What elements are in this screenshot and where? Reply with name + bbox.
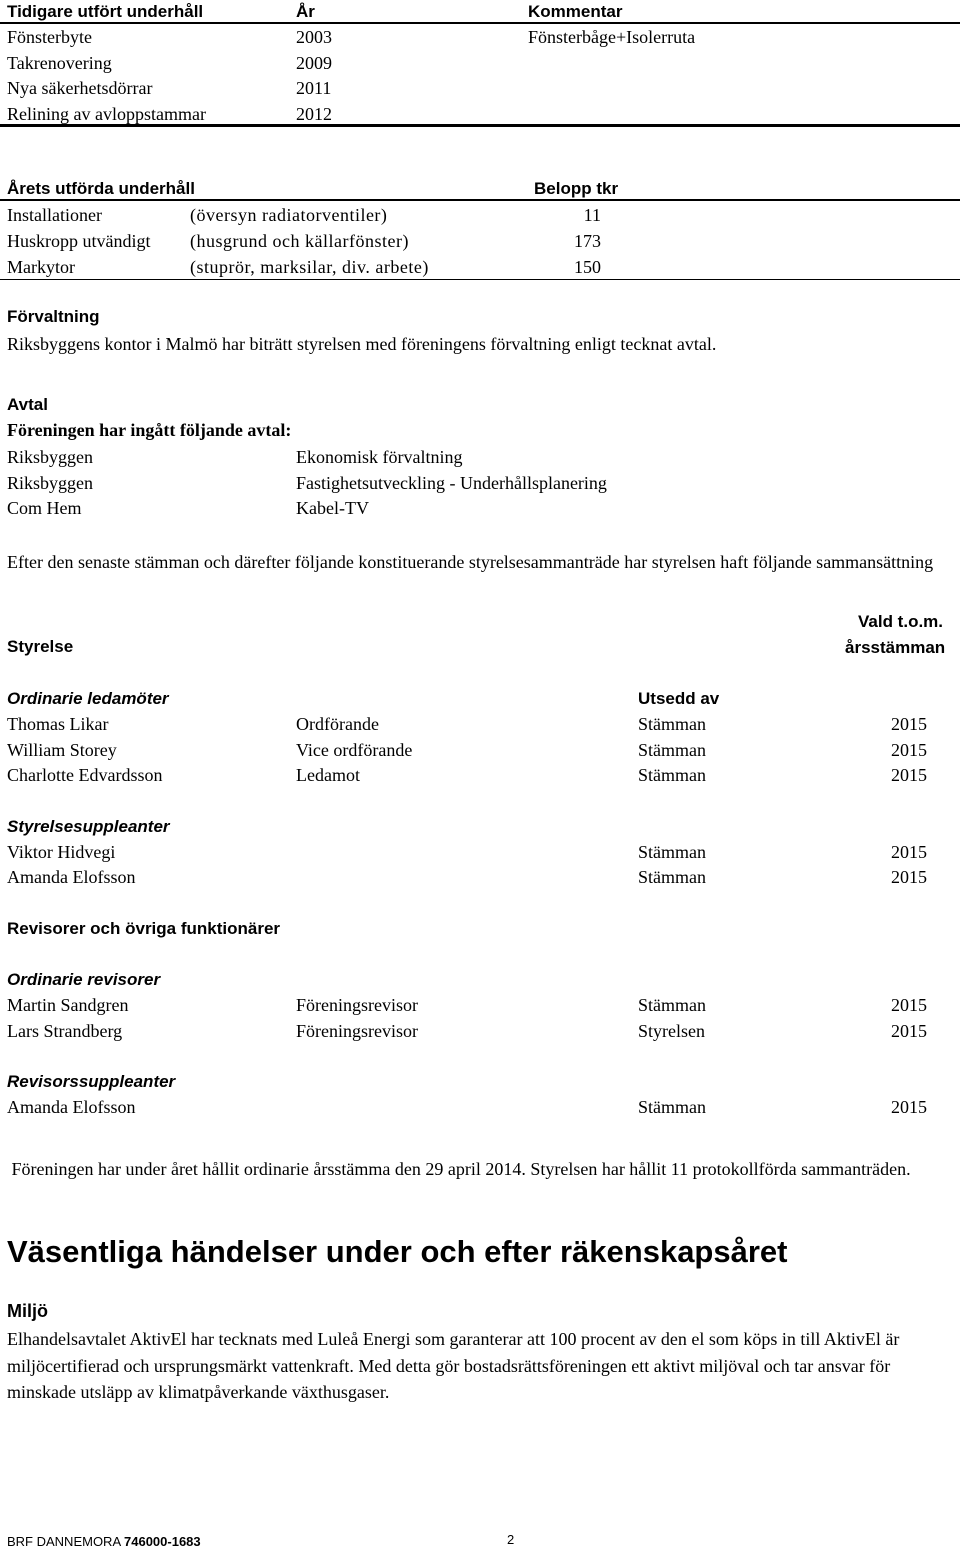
auditor-deputies-heading: Revisorssuppleanter <box>7 1072 176 1091</box>
member-name: Thomas Likar <box>7 714 109 734</box>
auditor-role: Föreningsrevisor <box>296 995 418 1015</box>
year-maintenance-header: Årets utförda underhåll <box>7 179 195 198</box>
year-header: År <box>296 2 315 21</box>
deputy-year: 2015 <box>891 842 927 862</box>
member-role: Vice ordförande <box>296 740 413 760</box>
table-row-year: 2012 <box>296 104 332 124</box>
appointed-by-header: Utsedd av <box>638 689 720 708</box>
member-appointed-by: Stämman <box>638 765 706 785</box>
member-year: 2015 <box>891 714 927 734</box>
table-row-amount: 150 <box>574 257 601 277</box>
auditors-heading: Revisorer och övriga funktionärer <box>7 919 281 938</box>
auditor-role: Föreningsrevisor <box>296 1021 418 1041</box>
footer-org <box>7 1535 201 1548</box>
auditor-appointed-by: Styrelsen <box>638 1021 705 1041</box>
table-row-label: Takrenovering <box>7 53 112 73</box>
table-row-label: Installationer <box>7 205 102 225</box>
auditor-year: 2015 <box>891 1021 927 1041</box>
auditor-name: Lars Strandberg <box>7 1021 123 1041</box>
member-year: 2015 <box>891 740 927 760</box>
agreement-subject: Fastighetsutveckling - Underhållsplanering <box>296 473 607 493</box>
member-role: Ledamot <box>296 765 360 785</box>
elected-until-label-2: årsstämman <box>845 638 946 657</box>
table-row-amount: 173 <box>574 231 601 251</box>
table-row-label: Relining av avloppstammar <box>7 104 206 124</box>
elected-until-label: Vald t.o.m. <box>858 612 944 631</box>
auditor-deputy-appointed-by: Stämman <box>638 1097 706 1117</box>
table-row-label: Fönsterbyte <box>7 27 92 47</box>
table-row-desc: (husgrund och källarfönster) <box>190 231 409 251</box>
board-heading: Styrelse <box>7 637 74 656</box>
table-row-year: 2011 <box>296 78 332 98</box>
table-row-year: 2003 <box>296 27 332 47</box>
agreement-subject: Kabel-TV <box>296 498 369 518</box>
table-row-label: Huskropp utvändigt <box>7 231 151 251</box>
member-year: 2015 <box>891 765 927 785</box>
meetings-text: Föreningen har under året hållit ordinarie årsstämma den 29 april 2014. Styrelsen har hållit 11 protokollförda sammanträden. <box>7 1159 911 1179</box>
member-appointed-by: Stämman <box>638 714 706 734</box>
header-rule <box>0 22 960 24</box>
deputy-appointed-by: Stämman <box>638 867 706 887</box>
deputies-heading: Styrelsesuppleanter <box>7 817 170 836</box>
member-name: Charlotte Edvardsson <box>7 765 163 785</box>
section-rule <box>0 279 960 280</box>
section-rule <box>0 124 960 127</box>
table-row-amount: 11 <box>583 205 601 225</box>
comment-header: Kommentar <box>528 2 623 21</box>
table-row-year: 2009 <box>296 53 332 73</box>
events-title: Väsentliga händelser under och efter räkenskapsåret <box>7 1234 788 1269</box>
table-row-label: Markytor <box>7 257 75 277</box>
amount-header: Belopp tkr <box>534 179 619 198</box>
agreement-subject: Ekonomisk förvaltning <box>296 447 463 467</box>
agreements-intro: Föreningen har ingått följande avtal: <box>7 420 292 440</box>
page-number: 2 <box>507 1532 515 1547</box>
environment-text: Elhandelsavtalet AktivEl har tecknats med Luleå Energi som garanterar att 100 procent av den el som köps in till AktivEl är miljöcertifierad och ursprungsmärkt vattenkraft. Med detta gör bostadsrättsföreningen ett aktivt miljöval och tar ansvar för minskade utsläpp av klimatpåverkande växthusgaser. <box>7 1329 900 1402</box>
agreement-party: Com Hem <box>7 498 82 518</box>
auditor-name: Martin Sandgren <box>7 995 129 1015</box>
table-row-label: Nya säkerhetsdörrar <box>7 78 153 98</box>
management-text: Riksbyggens kontor i Malmö har biträtt styrelsen med föreningens förvaltning enligt tecknat avtal. <box>7 334 717 354</box>
agreements-heading: Avtal <box>7 395 48 414</box>
member-role: Ordförande <box>296 714 379 734</box>
footer-org-number: 746000-1683 <box>124 1534 201 1549</box>
prev-maintenance-header: Tidigare utfört underhåll <box>7 2 204 21</box>
deputy-name: Viktor Hidvegi <box>7 842 116 862</box>
ordinary-auditors-heading: Ordinarie revisorer <box>7 970 161 989</box>
member-name: William Storey <box>7 740 117 760</box>
environment-heading: Miljö <box>7 1301 48 1321</box>
auditor-year: 2015 <box>891 995 927 1015</box>
table-row-desc: (översyn radiatorventiler) <box>190 205 388 225</box>
member-appointed-by: Stämman <box>638 740 706 760</box>
deputy-name: Amanda Elofsson <box>7 867 136 887</box>
members-heading: Ordinarie ledamöter <box>7 689 169 708</box>
board-intro-text: Efter den senaste stämman och därefter följande konstituerande styrelsesammanträde har styrelsen haft följande sammansättning <box>7 552 934 572</box>
table-row-desc: (stuprör, marksilar, div. arbete) <box>190 257 429 277</box>
deputy-year: 2015 <box>891 867 927 887</box>
agreement-party: Riksbyggen <box>7 447 94 467</box>
auditor-deputy-name: Amanda Elofsson <box>7 1097 136 1117</box>
table-row-comment: Fönsterbåge+Isolerruta <box>528 27 696 47</box>
footer-org-label: BRF DANNEMORA <box>7 1534 125 1549</box>
auditor-appointed-by: Stämman <box>638 995 706 1015</box>
header-rule <box>0 199 960 201</box>
agreement-party: Riksbyggen <box>7 473 94 493</box>
deputy-appointed-by: Stämman <box>638 842 706 862</box>
management-heading: Förvaltning <box>7 307 100 326</box>
auditor-deputy-year: 2015 <box>891 1097 927 1117</box>
